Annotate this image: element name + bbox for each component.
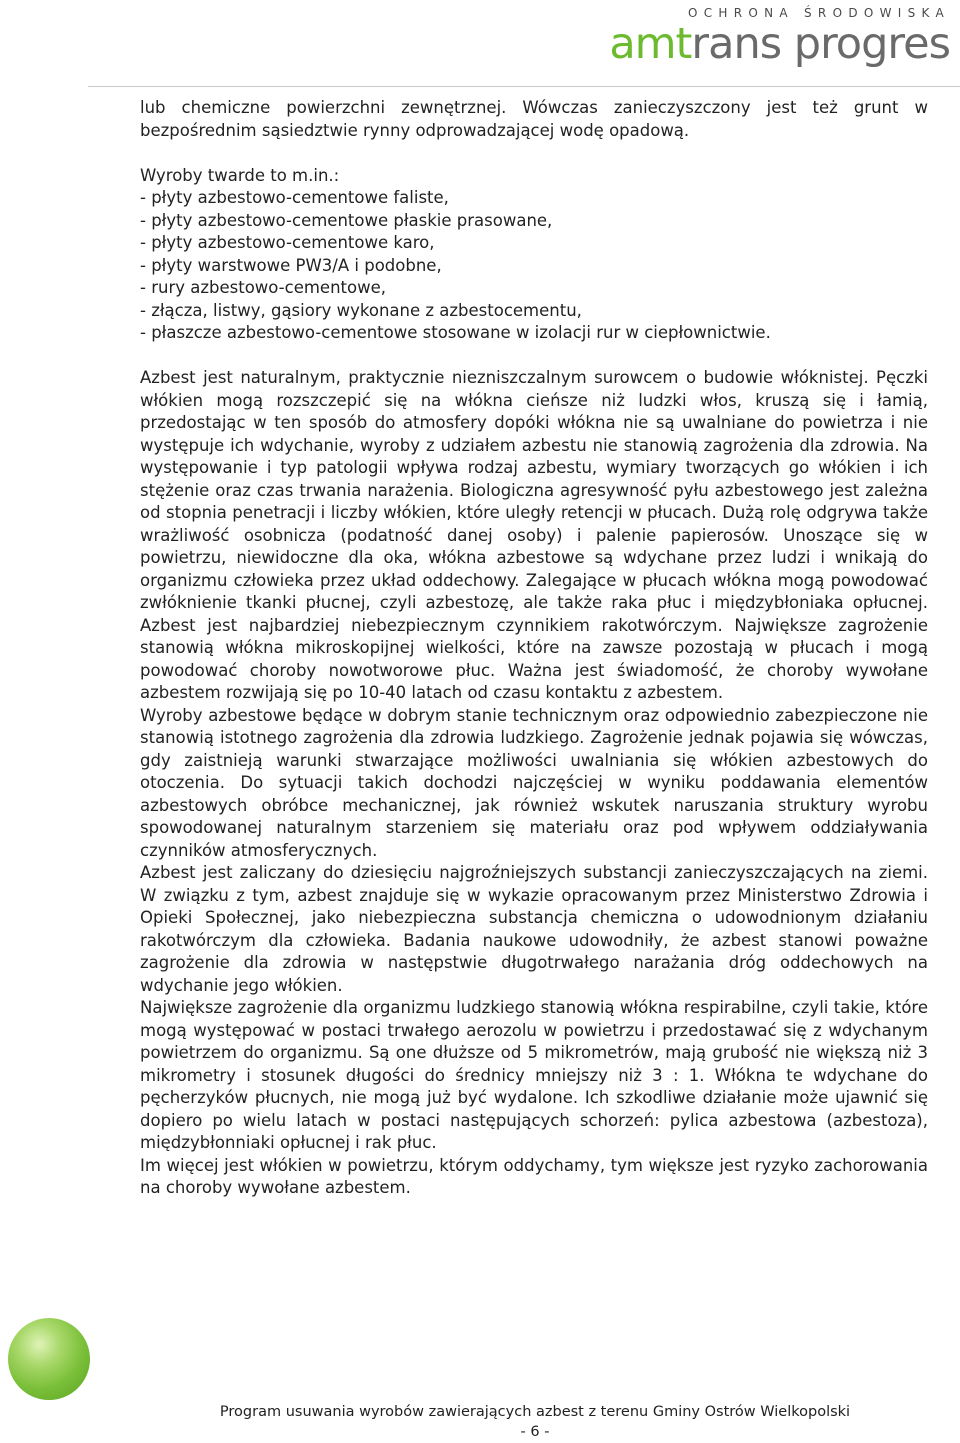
logo-wordmark: [609, 18, 950, 70]
paragraph-asbestos-nature: Azbest jest naturalnym, praktycznie niezniszczalnym surowcem o budowie włóknistej. Pęczki włókien mogą rozszczepić się na włókna cieńsze niż ludzki włos, kruszą się i łamią, przedostając w ten sposób do atmosfery dopóki włókna nie są uwalniane do powietrza i nie występuje ich wdychanie, wyroby z udziałem azbestu nie stanowią zagrożenia dla zdrowia. Na występowanie i typ patologii wpływa rodzaj azbestu, wymiary tworzących go włókien i ich stężenie oraz czas trwania narażenia. Biologiczna agresywność pyłu azbestowego jest zależna od stopnia penetracji i liczby włókien, które uległy retencji w płucach. Dużą rolę odgrywa także wrażliwość osobnicza (podatność danej osoby) i palenie papierosów. Unoszące się w powietrzu, niewidoczne dla oka, włókna azbestowe są wdychane przez ludzi i wnikają do organizmu człowieka przez układ oddechowy. Zalegające w płucach włókna mogą powodować zwłóknienie tkanki płucnej, czyli azbestozę, ale także raka płuc i międzybłoniaka opłucnej. Azbest jest najbardziej niebezpiecznym czynnikiem rakotwórczym. Największe zagrożenie stanowią włókna mikroskopijnej wielkości, które na zawsze pozostają w płucach i mogą powodować choroby nowotworowe płuc. Ważna jest świadomość, że choroby wywołane azbestem rozwijają się po 10-40 latach od czasu kontaktu z azbestem.: [140, 368, 928, 702]
header-divider: [88, 86, 960, 87]
document-body: [140, 97, 928, 1200]
paragraph-risk-conclusion: Im więcej jest włókien w powietrzu, którym oddychamy, tym większe jest ryzyko zachorowania na choroby wywołane azbestem.: [140, 1155, 928, 1197]
list-intro: Wyroby twarde to m.in.:: [140, 165, 340, 185]
logo-wordmark-amt: amt: [609, 19, 692, 69]
paragraph-products-condition: Wyroby azbestowe będące w dobrym stanie technicznym oraz odpowiednio zabezpieczone nie stanowią istotnego zagrożenia dla zdrowia ludzkiego. Zagrożenie jednak pojawia się wówczas, gdy zaistnieją warunki stwarzające możliwości uwalniania się włókien azbestowych do otoczenia. Do sytuacji takich dochodzi najczęściej w wyniku poddawania elementów azbestowych obróbce mechanicznej, jak również wskutek naruszania struktury wyrobu spowodowanej naturalnym starzeniem się materiału oraz pod wpływem oddziaływania czynników atmosferycznych.: [140, 705, 928, 860]
company-logo: [590, 6, 950, 76]
paragraph-hazard-classification: Azbest jest zaliczany do dziesięciu najgroźniejszych substancji zanieczyszczających na ziemi. W związku z tym, azbest znajduje się w wykazie opracowanym przez Ministerstwo Zdrowia i Opieki Społecznej, jako niebezpieczna substancja chemiczna o udowodnionym działaniu rakotwórczym dla człowieka. Badania naukowe udowodniły, że azbest stanowi poważne zagrożenie dla zdrowia w następstwie długotrwałego narażania dróg oddechowych na wdychanie jego włókien.: [140, 863, 928, 995]
footer-program-title: Program usuwania wyrobów zawierających azbest z terenu Gminy Ostrów Wielkopolski: [219, 1404, 851, 1420]
hard-products-list: [140, 187, 928, 345]
logo-tagline: OCHRONA ŚRODOWISKA: [687, 6, 950, 20]
page-number: - 6 -: [520, 1424, 550, 1440]
paragraph-respirable-fibres: Największe zagrożenie dla organizmu ludzkiego stanowią włókna respirabilne, czyli takie, które mogą występować w postaci trwałego aerozolu w powietrzu i przedostawać się z wdychanym powietrzem do organizmu. Są one dłuższe od 5 mikrometrów, mają grubość nie większą niż 3 mikrometry i stosunek długości do średnicy mniejszy niż 3 : 1. Włókna te wdychane do pęcherzyków płucnych, nie mogą już być wydalone. Ich szkodliwe działanie może ujawnić się dopiero po wielu latach w postaci następujących schorzeń: pylica azbestowa (azbestoza), międzybłonniaki opłucnej i rak płuc.: [140, 998, 928, 1152]
logo-wordmark-rest: rans progres: [691, 19, 950, 69]
list-item: - rury azbestowo-cementowe,: [140, 278, 387, 297]
paragraph-gutter-intro: lub chemiczne powierzchni zewnętrznej. Wówczas zanieczyszczony jest też grunt w bezpośrednim sąsiedztwie rynny odprowadzającej wodę opadową.: [140, 98, 928, 140]
green-sphere-decoration: [8, 1318, 90, 1400]
list-item: - płyty azbestowo-cementowe karo,: [140, 233, 435, 252]
list-item: - złącza, listwy, gąsiory wykonane z azbestocementu,: [140, 300, 582, 320]
spacer: [140, 345, 928, 368]
spacer: [140, 142, 928, 165]
list-item: - płyty azbestowo-cementowe faliste,: [140, 188, 449, 207]
list-item: - płaszcze azbestowo-cementowe stosowane w izolacji rur w ciepłownictwie.: [140, 323, 771, 342]
list-item: - płyty azbestowo-cementowe płaskie prasowane,: [140, 210, 553, 230]
list-item: - płyty warstwowe PW3/A i podobne,: [140, 255, 442, 275]
